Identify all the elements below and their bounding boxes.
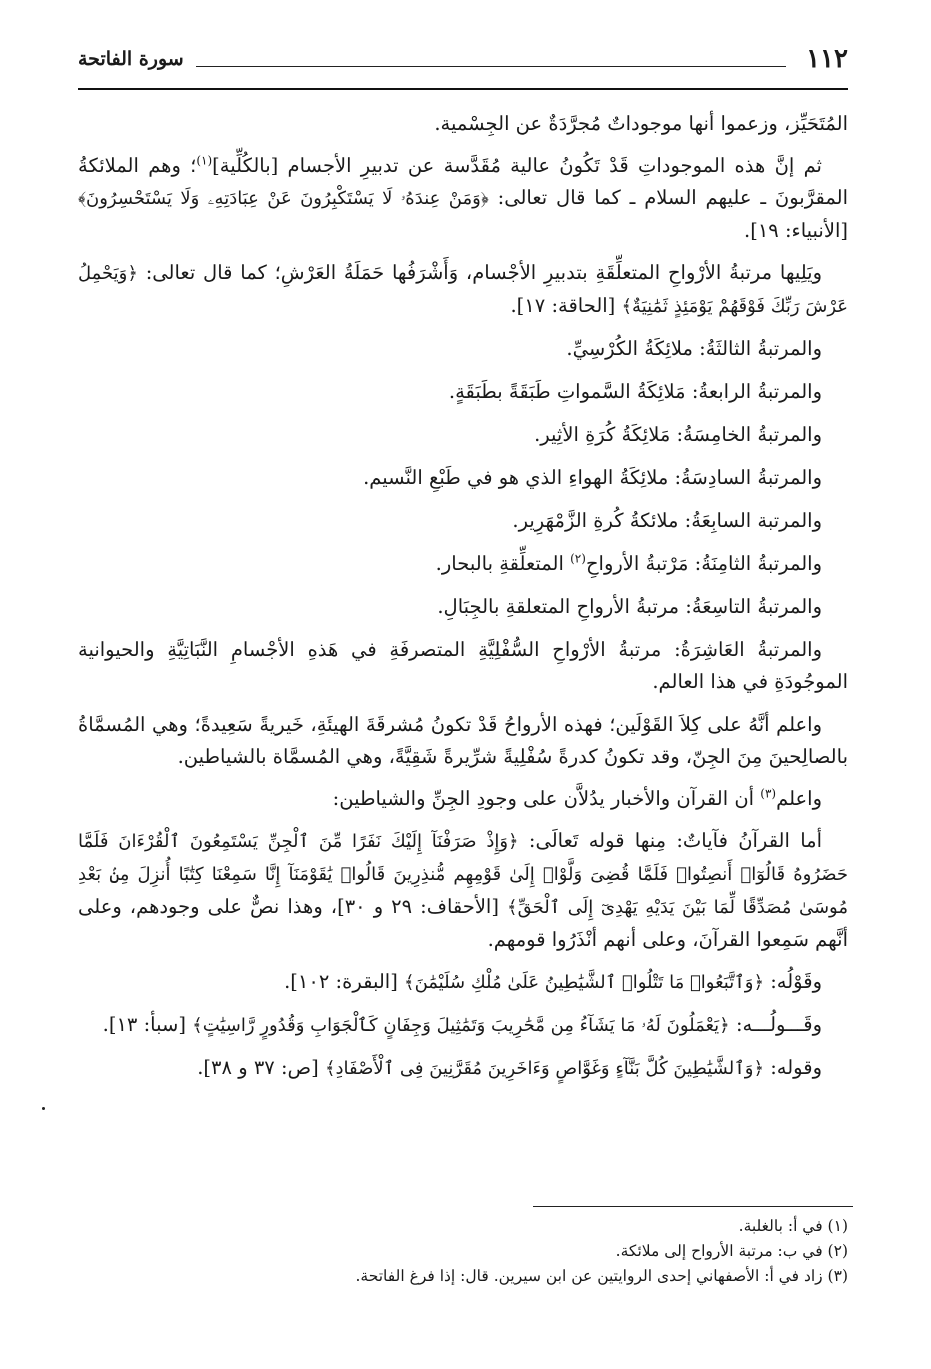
- paragraph: ويَلِيها مرتبةُ الأرْواحِ المتعلِّقَةِ بتدبيرِ الأجْسام، وَأَشْرَفُها حَمَلَةُ العَرْشِ؛ كما قال تعالى: ﴿وَيَحْمِلُ عَرْشَ رَبِّكَ فَوْقَهُمْ يَوْمَئِذٍ ثَمَٰنِيَةٌ﴾ [الحاقة: ١٧].: [78, 261, 848, 317]
- surah-title: سورة الفاتحة: [78, 48, 184, 70]
- quran-verse: ﴿وَٱلشَّيَٰطِينَ كُلَّ بَنَّآءٍ وَغَوَّاصٍ وَءَاخَرِينَ مُقَرَّنِينَ فِى ٱلْأَصْفَادِ﴾: [324, 1058, 765, 1079]
- quran-verse: ﴿وَٱتَّبَعُوا۟ مَا تَتْلُوا۟ ٱلشَّيَٰطِينُ عَلَىٰ مُلْكِ سُلَيْمَٰنَ﴾: [404, 972, 765, 993]
- rank-item: والمرتبةُ العَاشِرَةُ: مرتبةُ الأرْواحِ السُّفْلِيَّةِ المتصرفَةِ في هَذهِ الأجْسامِ النَّبَاتِيَّةِ والحيوانية الموجُودَةِ في هذا العالم.: [78, 638, 848, 693]
- paragraph: أما القرآنُ فآياتٌ: مِنها قوله تَعالَى: ﴿وَإِذْ صَرَفْنَآ إِلَيْكَ نَفَرًا مِّنَ ٱلْجِنِّ يَسْتَمِعُونَ ٱلْقُرْءَانَ فَلَمَّا حَضَرُوهُ قَالُوٓا۟ أَنصِتُوا۟ فَلَمَّا قُضِىَ وَلَّوْا۟ إِلَىٰ قَوْمِهِم مُّنذِرِينَ قَالُوا۟ يَٰقَوْمَنَآ إِنَّا سَمِعْنَا كِتَٰبًا أُنزِلَ مِنۢ بَعْدِ مُوسَىٰ مُصَدِّقًا لِّمَا بَيْنَ يَدَيْهِ يَهْدِىٓ إِلَى ٱلْحَقِّ﴾ [الأحقاف: ٢٩ و ٣٠]، وهذا نصٌّ على وجودهم، وعلى أنَّهم سَمِعوا القرآنَ، وعلى أنهم أنْذَرُوا قومهم.: [78, 829, 848, 951]
- rank-item: والمرتبةُ السادِسَةُ: ملائِكَةُ الهواءِ الذي هو في طَبْعِ النَّسيم.: [363, 466, 822, 489]
- paragraph: وقَوْلُه: ﴿وَٱتَّبَعُوا۟ مَا تَتْلُوا۟ ٱلشَّيَٰطِينُ عَلَىٰ مُلْكِ سُلَيْمَٰنَ﴾ [البقرة: ١٠٢].: [284, 970, 822, 993]
- header-rule: [78, 88, 848, 90]
- stray-ink-mark: [42, 1107, 45, 1110]
- paragraph: وقوله: ﴿وَٱلشَّيَٰطِينَ كُلَّ بَنَّآءٍ وَغَوَّاصٍ وَءَاخَرِينَ مُقَرَّنِينَ فِى ٱلْأَصْفَادِ﴾ [ص: ٣٧ و ٣٨].: [197, 1056, 822, 1079]
- paragraph: وقَـــولُـــه: ﴿يَعْمَلُونَ لَهُۥ مَا يَشَآءُ مِن مَّحَٰرِيبَ وَتَمَٰثِيلَ وَجِفَانٍ كَٱلْجَوَابِ وَقُدُورٍ رَّاسِيَٰتٍ﴾ [سبأ: ١٣].: [102, 1013, 822, 1036]
- quran-verse: ﴿وَإِذْ صَرَفْنَآ إِلَيْكَ نَفَرًا مِّنَ ٱلْجِنِّ يَسْتَمِعُونَ ٱلْقُرْءَانَ فَلَمَّا حَضَرُوهُ قَالُوٓا۟ أَنصِتُوا۟ فَلَمَّا قُضِىَ وَلَّوْا۟ إِلَىٰ قَوْمِهِم مُّنذِرِينَ قَالُوا۟ يَٰقَوْمَنَآ إِنَّا سَمِعْنَا كِتَٰبًا أُنزِلَ مِنۢ بَعْدِ مُوسَىٰ مُصَدِّقًا لِّمَا بَيْنَ يَدَيْهِ يَهْدِىٓ إِلَى ٱلْحَقِّ﴾: [78, 831, 848, 918]
- rank-item: والمرتبةُ الثامِنَةُ: مَرْتبةُ الأرواحِ$^{(٢)}$ المتعلِّقةِ بالبحار.: [435, 551, 822, 575]
- footnote: (٣) زاد في أ: الأصفهاني إحدى الروايتين عن ابن سيرين. قال: إذا فرغ الفاتحة.: [355, 1267, 848, 1285]
- quran-verse: ﴿يَعْمَلُونَ لَهُۥ مَا يَشَآءُ مِن مَّحَٰرِيبَ وَتَمَٰثِيلَ وَجِفَانٍ كَٱلْجَوَابِ وَقُدُورٍ رَّاسِيَٰتٍ﴾: [192, 1015, 730, 1036]
- page-header: [78, 44, 848, 90]
- rank-item: والمرتبة السابِعَةُ: ملائكةُ كُرةِ الزَّمْهَرِير.: [512, 509, 822, 532]
- footnote: (١) في أ: بالغلبة.: [738, 1217, 848, 1235]
- rank-item: والمرتبةُ الثالثَةُ: ملائِكَةُ الكُرْسِيِّ.: [566, 337, 822, 360]
- footnote: (٢) في ب: مرتبة الأرواح إلى ملائكة.: [615, 1242, 848, 1260]
- footnote-ref: (٢): [570, 551, 586, 566]
- main-text: [78, 108, 848, 1095]
- paragraph: واعلم أنَّهُ على كِلاَ القَوْلَين؛ فهذه الأرواحُ قَدْ تكونُ مُشرقَةَ الهيئَةِ، خَيريةً سَعِيدةً؛ وهي المُسمَّاةُ بالصالِحينَ مِنَ الجِنّ، وقد تكونُ كدرةً سُفْلِيةً شرِّيرةً شَقِيَّةً، وهي المُسمَّاة بالشياطين.: [78, 713, 848, 768]
- footnotes: [78, 1214, 848, 1289]
- paragraph: المُتَحَيِّز، وزعموا أنها موجوداتٌ مُجرَّدَةٌ عن الجِسْمية.: [434, 112, 848, 135]
- rank-item: والمرتبةُ التاسِعَةُ: مرتبةُ الأرواحِ المتعلقةِ بالجِبَالِ.: [437, 595, 822, 618]
- footnote-ref: (١): [196, 153, 213, 168]
- paragraph: واعلم$^{(٣)}$ أن القرآن والأخبار يدُلاَّن على وجودِ الجِنِّ والشياطين:: [332, 786, 822, 810]
- page-number: ١١٢: [806, 44, 848, 74]
- quran-verse: ﴿وَيَحْمِلُ عَرْشَ رَبِّكَ فَوْقَهُمْ يَوْمَئِذٍ ثَمَٰنِيَةٌ﴾: [78, 263, 848, 317]
- rank-item: والمرتبةُ الرابعةُ: مَلائِكَةُ السَّمواتِ طَبَقَةً بطَبَقَةٍ.: [448, 380, 822, 403]
- quran-verse: ﴿وَمَنْ عِندَهُۥ لَا يَسْتَكْبِرُونَ عَنْ عِبَادَتِهِۦ وَلَا يَسْتَحْسِرُونَ﴾: [78, 188, 489, 209]
- rank-item: والمرتبةُ الخامِسَةُ: مَلائِكَةُ كُرَةِ الأثِير.: [534, 423, 822, 446]
- footnote-ref: (٣): [760, 786, 777, 801]
- header-divider-line: [196, 66, 786, 67]
- paragraph: ثم إنَّ هذه الموجوداتِ قَدْ تَكُونُ عالية مُقَدَّسة عن تدبيرِ الأجسام [بالكُلِّية]$^{(١)}$؛ وهم الملائكةُ المقرَّبونَ ـ عليهم السلام ـ كما قال تعالى: ﴿وَمَنْ عِندَهُۥ لَا يَسْتَكْبِرُونَ عَنْ عِبَادَتِهِۦ وَلَا يَسْتَحْسِرُونَ﴾ [الأنبياء: ١٩].: [78, 153, 848, 242]
- footnote-divider: [533, 1206, 853, 1207]
